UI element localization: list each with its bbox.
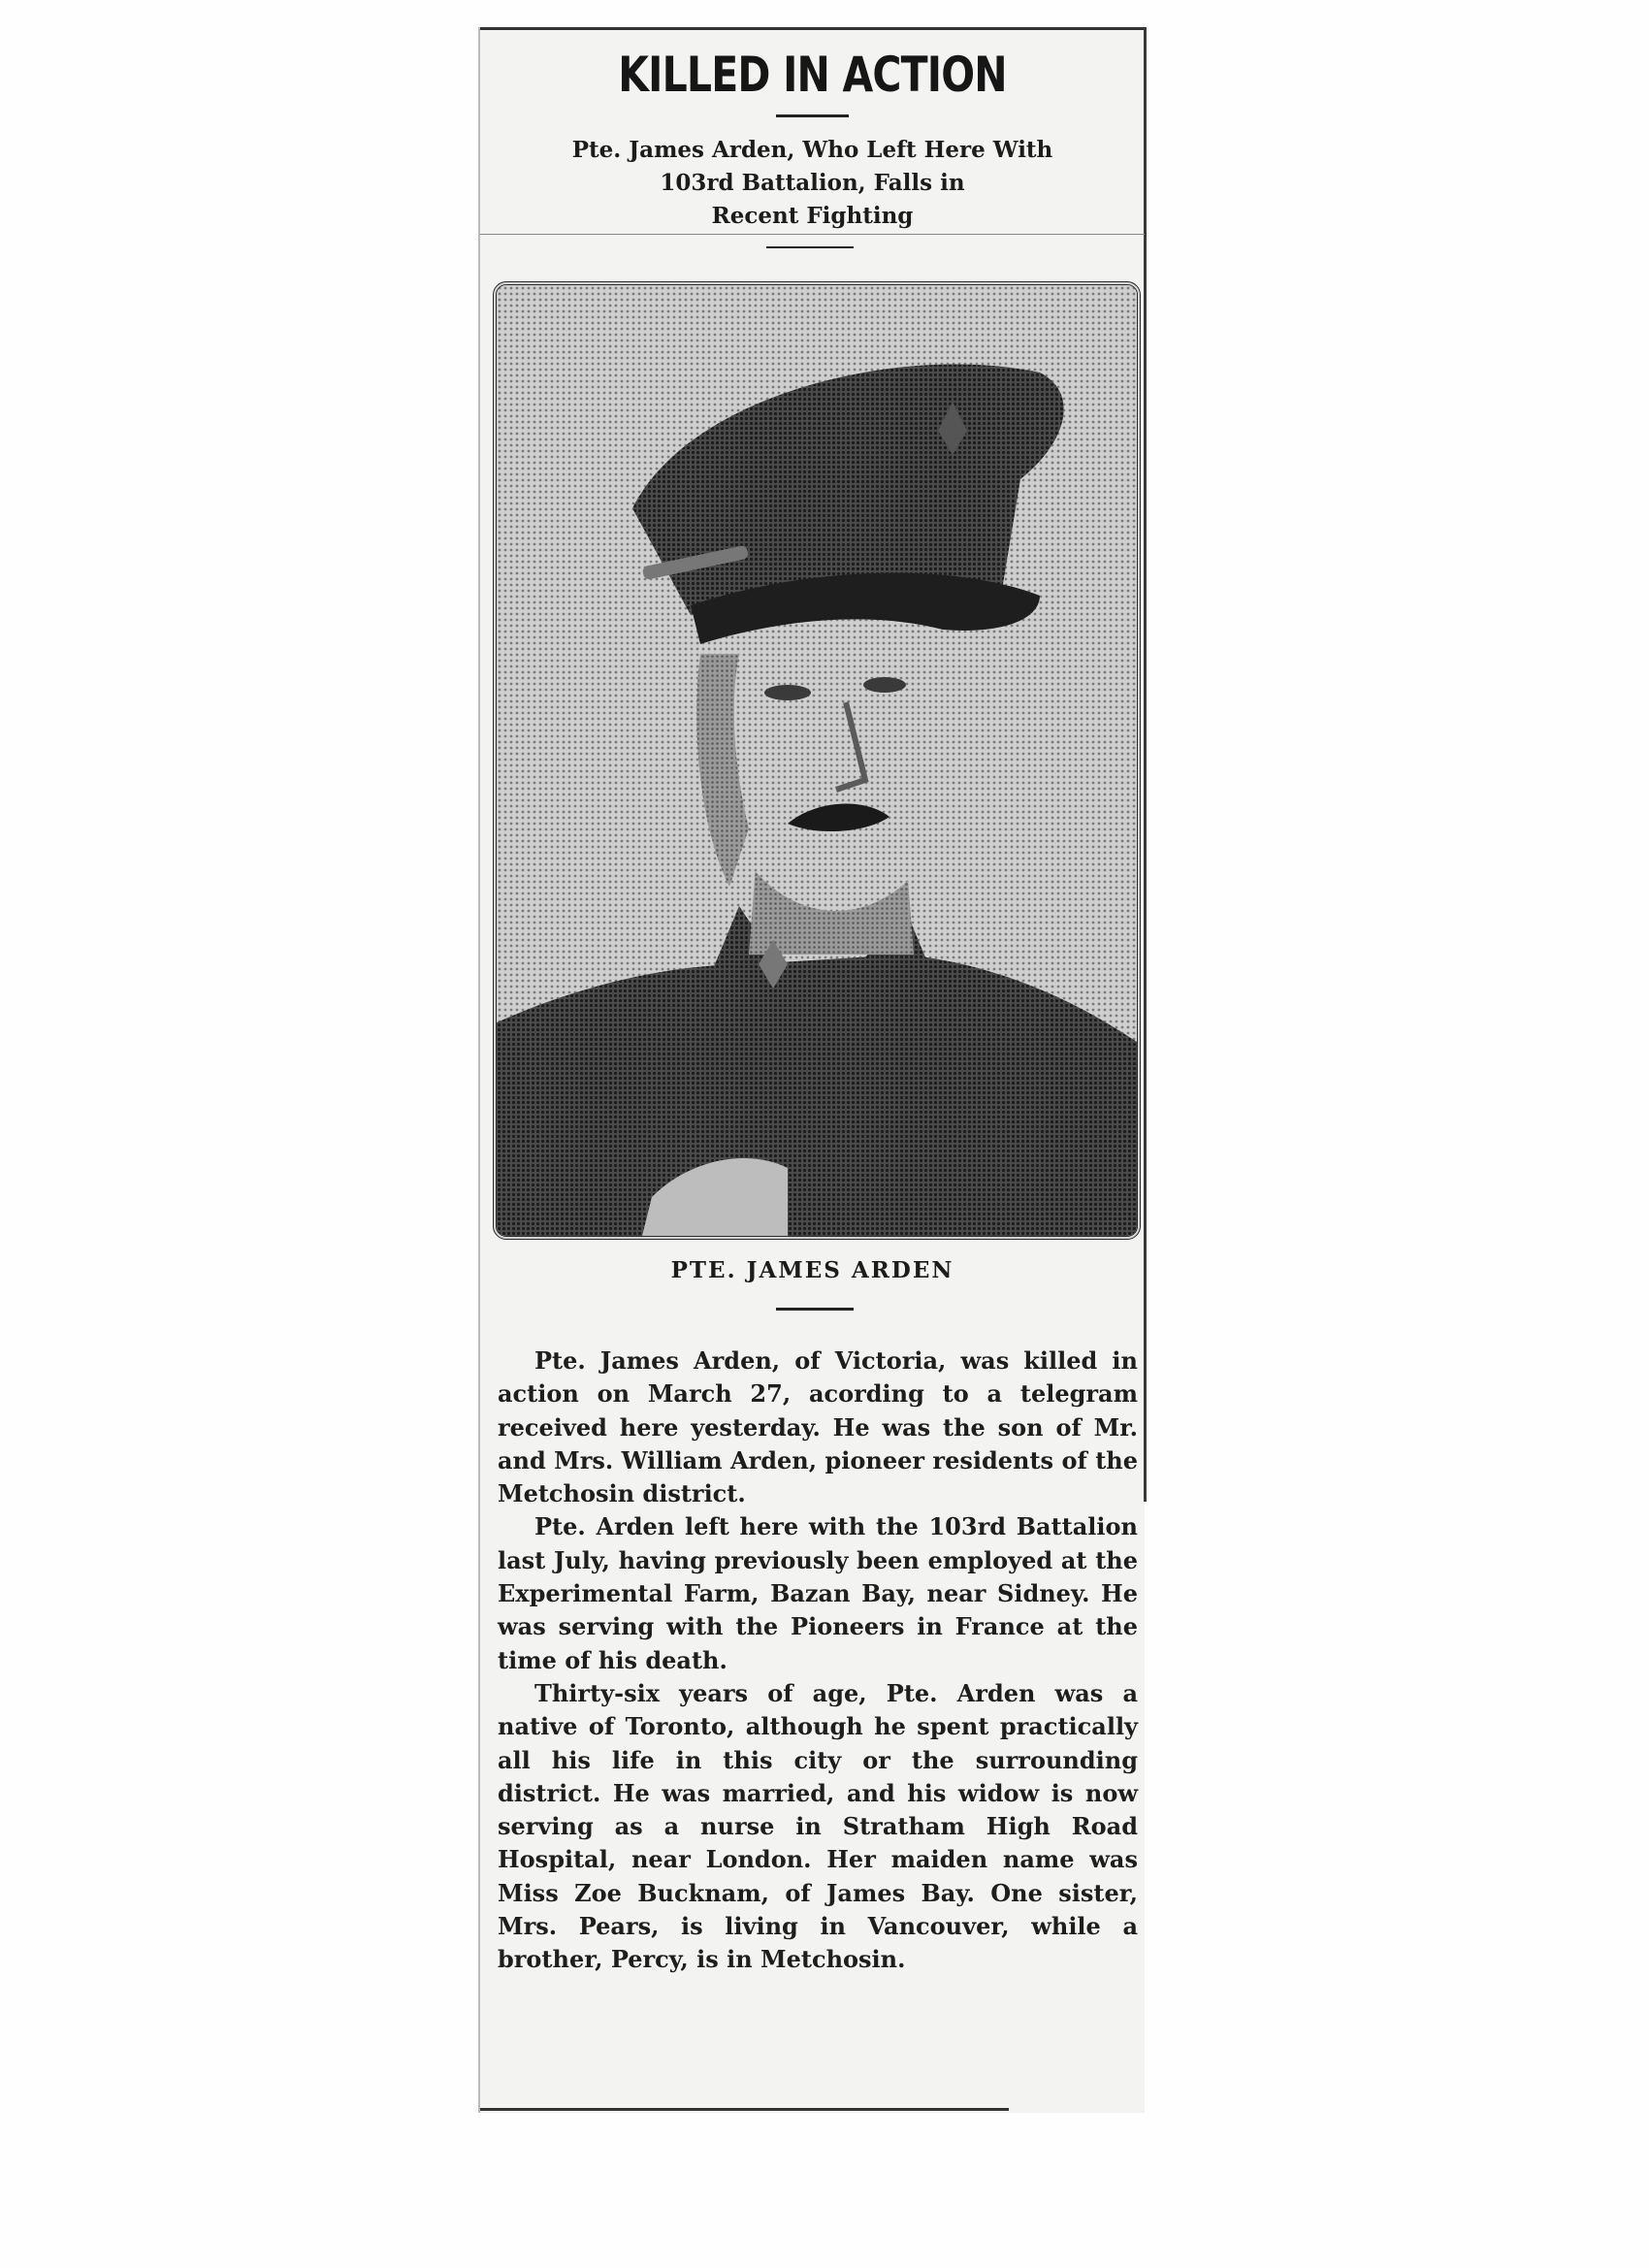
- headline: KILLED IN ACTION: [618, 47, 1007, 103]
- article-paragraph-1: Pte. James Arden, of Victoria, was killed in action on March 27, acording to a telegram received here yesterday. He was the son of Mr. and Mrs. William Arden, pioneer residents of the Metchosin district.: [498, 1346, 1138, 1508]
- left-column-rule: [478, 27, 480, 2113]
- photo-caption: PTE. JAMES ARDEN: [670, 1257, 954, 1283]
- newspaper-clipping: [480, 27, 1145, 2113]
- headline-rule: [776, 114, 849, 117]
- bottom-column-rule: [480, 2108, 1009, 2111]
- subheadline-separator: [480, 234, 1145, 235]
- caption-rule: [776, 1308, 854, 1311]
- subheadline-line-1: Pte. James Arden, Who Left Here With: [571, 137, 1053, 163]
- subheadline-line-3: Recent Fighting: [711, 203, 914, 229]
- subheadline: [480, 134, 1145, 233]
- subheadline-rule: [766, 246, 854, 248]
- subheadline-line-2: 103rd Battalion, Falls in: [660, 170, 965, 196]
- article-paragraph-3: Thirty-six years of age, Pte. Arden was a native of Toronto, although he spent practically all his life in this city or the surrounding district. He was married, and his widow is now serving as a nurse in Stratham High Road Hospital, near London. Her maiden name was Miss Zoe Bucknam, of James Bay. One sister, Mrs. Pears, is living in Vancouver, while a brother, Percy, is in Metchosin.: [498, 1678, 1138, 1974]
- soldier-portrait-image: [497, 285, 1137, 1236]
- article-body: [498, 1345, 1138, 1977]
- article-paragraph-2: Pte. Arden left here with the 103rd Battalion last July, having previously been employed at the Experimental Farm, Bazan Bay, near Sidney. He was serving with the Pioneers in France at the time of his death.: [498, 1512, 1138, 1674]
- portrait-photo: [493, 281, 1141, 1240]
- top-column-rule: [480, 27, 1145, 30]
